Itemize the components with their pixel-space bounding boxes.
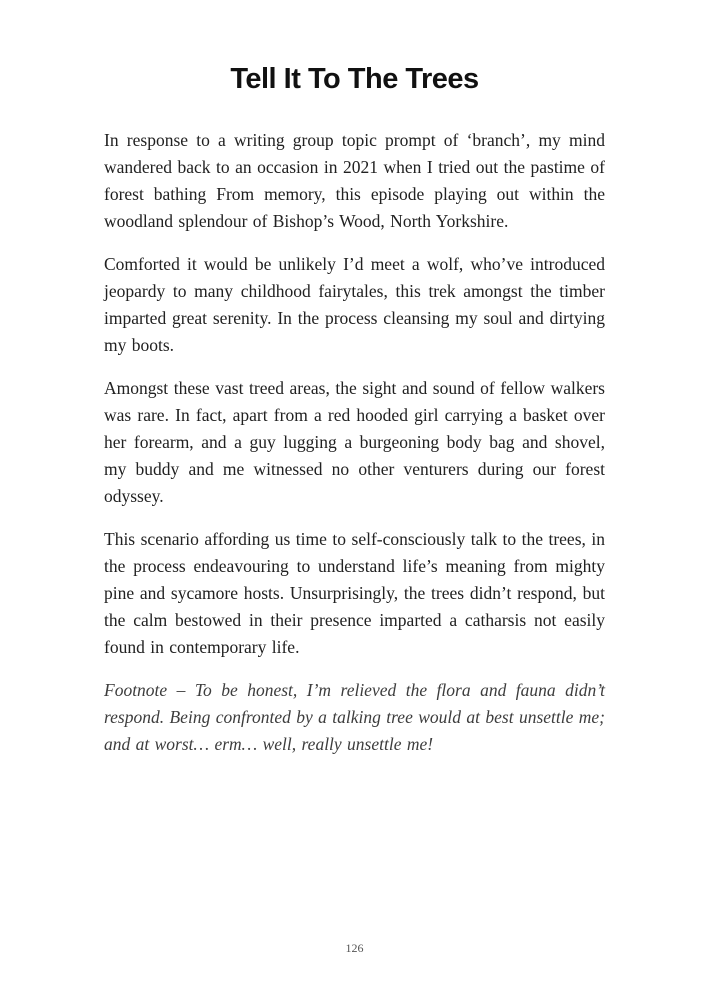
page-number: 126 [345, 941, 364, 955]
body-paragraph-4: This scenario affording us time to self-consciously talk to the trees, in the process endeavouring to understand life’s meaning from mighty pine and sycamore hosts. Unsurprisingly, the trees didn’t respond, but the calm bestowed in their presence imparted a catharsis not easily found in contemporary life. [104, 528, 605, 657]
body-paragraph-3: Amongst these vast treed areas, the sight and sound of fellow walkers was rare. In fact, apart from a red hooded girl carrying a basket over her forearm, and a guy lugging a burgeoning body bag and shovel, my buddy and me witnessed no other venturers during our forest odyssey. [104, 377, 605, 506]
body-paragraph-2: Comforted it would be unlikely I’d meet a wolf, who’ve introduced jeopardy to many childhood fairytales, this trek amongst the timber imparted great serenity. In the process cleansing my soul and dirtying my boots. [104, 253, 605, 355]
page-title: Tell It To The Trees [230, 63, 479, 95]
footnote-paragraph: Footnote – To be honest, I’m relieved the flora and fauna didn’t respond. Being confronted by a talking tree would at best unsettle me; and at worst… erm… well, really unsettle me! [104, 679, 605, 754]
body-paragraph-1: In response to a writing group topic prompt of ‘branch’, my mind wandered back to an occasion in 2021 when I tried out the pastime of forest bathing From memory, this episode playing out within the woodland splendour of Bishop’s Wood, North Yorkshire. [104, 129, 605, 231]
